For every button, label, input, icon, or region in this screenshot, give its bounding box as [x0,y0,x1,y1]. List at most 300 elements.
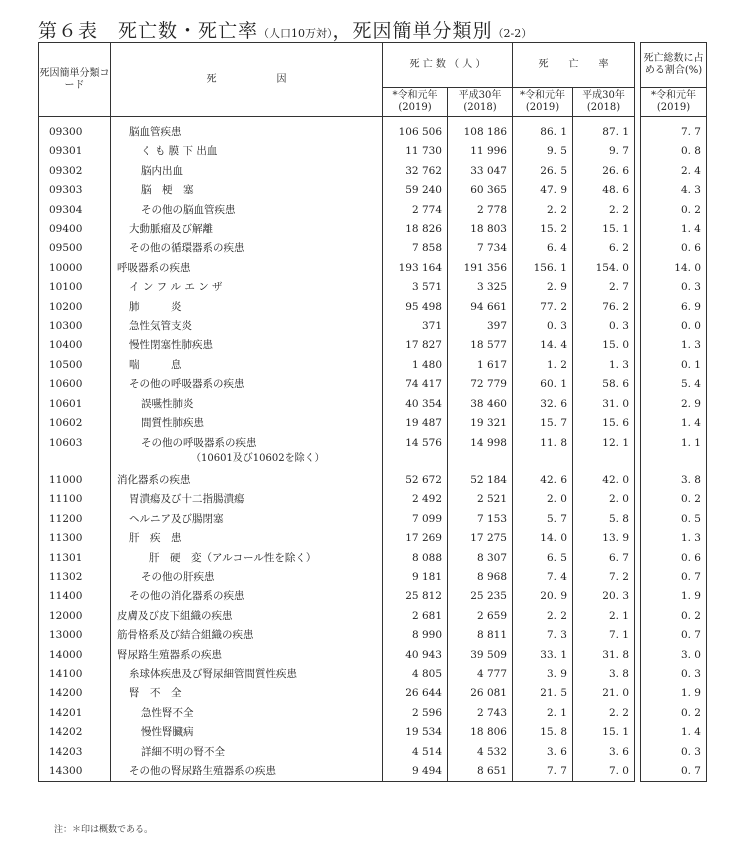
deaths-2018: 52 184 [448,471,513,490]
deaths-2019: 7 099 [383,510,448,529]
deaths-2018: 8 307 [448,549,513,568]
deaths-2019: 9 181 [383,568,448,587]
rate-2018: 42. 0 [573,471,635,490]
cause-code: 10500 [39,356,111,375]
deaths-2018: 3 325 [448,278,513,297]
table-row [39,239,707,258]
cause-code: 14200 [39,684,111,703]
deaths-2019: 52 672 [383,471,448,490]
table-row [39,626,707,645]
deaths-2019: 26 644 [383,684,448,703]
rate-2019: 32. 6 [513,395,573,414]
rate-2018: 2. 1 [573,607,635,626]
header-deaths-2018: 平成30年 (2018) [448,88,513,117]
table-row [39,665,707,684]
rate-2018: 0. 3 [573,317,635,336]
table-row [39,259,707,278]
cause-code: 10300 [39,317,111,336]
deaths-2019: 74 417 [383,375,448,394]
cause-code: 14300 [39,762,111,782]
share-2019: 1. 4 [641,220,707,239]
deaths-2018: 18 803 [448,220,513,239]
rate-2019: 9. 5 [513,142,573,161]
rate-2018: 2. 2 [573,704,635,723]
rate-2018: 31. 8 [573,646,635,665]
table-row [39,375,707,394]
rate-2019: 0. 3 [513,317,573,336]
header-deaths-2019: *令和元年 (2019) [383,88,448,117]
cause-name-text: 大動脈瘤及び解離 [129,223,213,236]
rate-2018: 5. 8 [573,510,635,529]
deaths-2018: 38 460 [448,395,513,414]
table-row [39,607,707,626]
share-2019: 0. 1 [641,356,707,375]
deaths-2018: 26 081 [448,684,513,703]
title-part: （2-2） [492,27,533,40]
share-2019: 3. 0 [641,646,707,665]
share-2019: 0. 3 [641,278,707,297]
rate-2018: 154. 0 [573,259,635,278]
rate-2019: 2. 2 [513,201,573,220]
header-share-2019: *令和元年 (2019) [641,88,707,117]
cause-name-text: 胃潰瘍及び十二指腸潰瘍 [129,493,245,506]
share-2019: 1. 3 [641,529,707,548]
cause-name [111,743,383,762]
rate-2018: 6. 7 [573,549,635,568]
deaths-2018: 18 577 [448,336,513,355]
cause-name [111,317,383,336]
cause-name-text: 脳 梗 塞 [141,184,194,197]
deaths-2019: 4 805 [383,665,448,684]
rate-2018: 12. 1 [573,434,635,465]
cause-name [111,626,383,645]
cause-name-text: 脳内出血 [141,164,183,177]
cause-name-text: ヘルニア及び腸閉塞 [129,512,224,525]
deaths-2019: 17 269 [383,529,448,548]
cause-code: 10600 [39,375,111,394]
cause-name [111,684,383,703]
table-row [39,434,707,465]
deaths-2018: 60 365 [448,181,513,200]
cause-code: 09302 [39,162,111,181]
rate-2018: 1. 3 [573,356,635,375]
rate-2018: 26. 6 [573,162,635,181]
table-row [39,510,707,529]
cause-name-text: その他の脳血管疾患 [141,203,236,216]
cause-code: 11300 [39,529,111,548]
title-unit: （人口10万対） [258,27,333,40]
cause-code: 09400 [39,220,111,239]
cause-code: 11400 [39,587,111,606]
rate-2018: 58. 6 [573,375,635,394]
rate-2019: 3. 9 [513,665,573,684]
deaths-2019: 95 498 [383,298,448,317]
deaths-2019: 40 943 [383,646,448,665]
table-title [38,16,532,43]
rate-2018: 9. 7 [573,142,635,161]
cause-name [111,471,383,490]
rate-2019: 14. 0 [513,529,573,548]
share-2019: 0. 7 [641,762,707,782]
cause-name-text: 慢性閉塞性肺疾患 [129,339,213,352]
deaths-2018: 14 998 [448,434,513,465]
cause-name-text: イ ン フ ル エ ン ザ [129,281,223,294]
cause-name [111,490,383,509]
share-2019: 1. 1 [641,434,707,465]
deaths-2018: 8 811 [448,626,513,645]
rate-2019: 3. 6 [513,743,573,762]
cause-code: 10603 [39,434,111,465]
cause-code: 10200 [39,298,111,317]
deaths-2019: 14 576 [383,434,448,465]
rate-2019: 7. 3 [513,626,573,645]
cause-name [111,510,383,529]
share-2019: 1. 9 [641,587,707,606]
rate-2019: 14. 4 [513,336,573,355]
deaths-2019: 59 240 [383,181,448,200]
rate-2018: 3. 6 [573,743,635,762]
table-row [39,549,707,568]
rate-2019: 47. 9 [513,181,573,200]
deaths-2019: 106 506 [383,123,448,142]
rate-2019: 2. 1 [513,704,573,723]
deaths-2018: 8 651 [448,762,513,782]
cause-code: 14202 [39,723,111,742]
cause-name-text: 腎尿路生殖器系の疾患 [117,648,222,661]
cause-name-text: 肺 炎 [129,300,182,313]
cause-name [111,414,383,433]
cause-name-text: 慢性腎臓病 [141,726,194,739]
cause-name [111,395,383,414]
deaths-2018: 2 521 [448,490,513,509]
cause-name [111,162,383,181]
rate-2019: 2. 2 [513,607,573,626]
deaths-2019: 4 514 [383,743,448,762]
table-row [39,278,707,297]
deaths-2018: 2 778 [448,201,513,220]
cause-code: 10602 [39,414,111,433]
cause-name-text: 間質性肺疾患 [141,417,204,430]
cause-name [111,201,383,220]
deaths-2019: 2 681 [383,607,448,626]
table-row [39,220,707,239]
rate-2018: 15. 0 [573,336,635,355]
rate-2018: 2. 7 [573,278,635,297]
table-row [39,646,707,665]
cause-name [111,568,383,587]
rate-2019: 42. 6 [513,471,573,490]
cause-name-text: その他の呼吸器系の疾患 [141,436,257,449]
rate-2018: 48. 6 [573,181,635,200]
cause-code: 11302 [39,568,111,587]
rate-2018: 13. 9 [573,529,635,548]
deaths-2018: 108 186 [448,123,513,142]
rate-2019: 86. 1 [513,123,573,142]
rate-2019: 15. 8 [513,723,573,742]
share-2019: 0. 7 [641,568,707,587]
cause-name [111,607,383,626]
deaths-2019: 19 534 [383,723,448,742]
table-row [39,704,707,723]
share-2019: 3. 8 [641,471,707,490]
cause-name [111,549,383,568]
table-row [39,336,707,355]
header-rate: 死 亡 率 [513,43,635,88]
deaths-2019: 9 494 [383,762,448,782]
deaths-2018: 7 153 [448,510,513,529]
deaths-2019: 40 354 [383,395,448,414]
table-body [39,117,707,782]
table-row [39,684,707,703]
cause-name [111,259,383,278]
rate-2019: 7. 4 [513,568,573,587]
table-row [39,587,707,606]
share-2019: 0. 2 [641,607,707,626]
rate-2019: 7. 7 [513,762,573,782]
cause-name-text: その他の呼吸器系の疾患 [129,378,245,391]
rate-2018: 87. 1 [573,123,635,142]
rate-2018: 76. 2 [573,298,635,317]
deaths-2018: 1 617 [448,356,513,375]
deaths-2019: 7 858 [383,239,448,258]
cause-code: 11000 [39,471,111,490]
share-2019: 14. 0 [641,259,707,278]
rate-2018: 21. 0 [573,684,635,703]
rate-2019: 20. 9 [513,587,573,606]
rate-2019: 2. 0 [513,490,573,509]
cause-name-text: 皮膚及び皮下組織の疾患 [117,609,233,622]
table-row [39,529,707,548]
footnote: 注：＊印は概数である。 [54,825,154,835]
deaths-2018: 191 356 [448,259,513,278]
share-2019: 0. 0 [641,317,707,336]
share-2019: 0. 8 [641,142,707,161]
share-2019: 1. 3 [641,336,707,355]
table-row [39,723,707,742]
cause-name [111,434,383,465]
cause-name [111,142,383,161]
cause-name-text: その他の循環器系の疾患 [129,242,245,255]
cause-name [111,704,383,723]
mortality-table [38,42,707,782]
deaths-2018: 11 996 [448,142,513,161]
deaths-2018: 4 532 [448,743,513,762]
deaths-2019: 193 164 [383,259,448,278]
share-2019: 0. 3 [641,743,707,762]
rate-2018: 7. 1 [573,626,635,645]
rate-2018: 15. 1 [573,723,635,742]
share-2019: 2. 9 [641,395,707,414]
rate-2018: 15. 1 [573,220,635,239]
deaths-2018: 94 661 [448,298,513,317]
cause-code: 12000 [39,607,111,626]
cause-name [111,123,383,142]
rate-2018: 2. 0 [573,490,635,509]
deaths-2018: 39 509 [448,646,513,665]
deaths-2019: 8 088 [383,549,448,568]
share-2019: 0. 5 [641,510,707,529]
cause-name-text: 脳血管疾患 [129,126,182,138]
header-code: 死因簡単分類コード [39,43,111,117]
share-2019: 1. 9 [641,684,707,703]
cause-code: 09500 [39,239,111,258]
deaths-2019: 2 596 [383,704,448,723]
table-row [39,395,707,414]
rate-2019: 6. 5 [513,549,573,568]
share-2019: 6. 9 [641,298,707,317]
deaths-2018: 2 659 [448,607,513,626]
cause-code: 11301 [39,549,111,568]
cause-name [111,587,383,606]
rate-2018: 20. 3 [573,587,635,606]
table-row [39,123,707,142]
share-2019: 0. 6 [641,549,707,568]
share-2019: 7. 7 [641,123,707,142]
cause-code: 11200 [39,510,111,529]
cause-name-text: 詳細不明の腎不全 [141,745,225,758]
share-2019: 0. 2 [641,490,707,509]
cause-code: 10601 [39,395,111,414]
header-rate-2018: 平成30年 (2018) [573,88,635,117]
rate-2019: 15. 2 [513,220,573,239]
cause-name-text: 誤嚥性肺炎 [141,397,194,410]
deaths-2019: 2 774 [383,201,448,220]
rate-2018: 7. 2 [573,568,635,587]
cause-name [111,220,383,239]
rate-2018: 2. 2 [573,201,635,220]
deaths-2018: 4 777 [448,665,513,684]
cause-name-text: 消化器系の疾患 [117,473,191,486]
rate-2019: 21. 5 [513,684,573,703]
rate-2019: 1. 2 [513,356,573,375]
table-row [39,317,707,336]
share-2019: 5. 4 [641,375,707,394]
deaths-2019: 18 826 [383,220,448,239]
cause-code: 14201 [39,704,111,723]
cause-name-text: 肝 硬 変（アルコール性を除く） [149,551,317,564]
cause-name [111,356,383,375]
cause-name-text: 筋骨格系及び結合組織の疾患 [117,629,254,642]
cause-name-text: 肝 疾 患 [129,532,182,545]
deaths-2019: 8 990 [383,626,448,645]
cause-code: 09301 [39,142,111,161]
header-cause: 死 因 [111,43,383,117]
cause-name-text: 腎 不 全 [129,687,182,700]
rate-2019: 26. 5 [513,162,573,181]
table-row [39,490,707,509]
rate-2018: 15. 6 [573,414,635,433]
deaths-2019: 1 480 [383,356,448,375]
table-row [39,471,707,490]
share-2019: 0. 7 [641,626,707,645]
deaths-2018: 8 968 [448,568,513,587]
cause-name [111,375,383,394]
rate-2019: 11. 8 [513,434,573,465]
title-mid: ，死因簡単分類別 [332,20,493,42]
cause-name [111,665,383,684]
deaths-2018: 7 734 [448,239,513,258]
share-2019: 0. 6 [641,239,707,258]
deaths-2018: 18 806 [448,723,513,742]
table-row [39,568,707,587]
cause-name-text: その他の肝疾患 [141,570,215,583]
rate-2019: 5. 7 [513,510,573,529]
cause-name [111,529,383,548]
cause-name-text: 糸球体疾患及び腎尿細管間質性疾患 [129,667,297,680]
rate-2019: 33. 1 [513,646,573,665]
cause-name [111,298,383,317]
rate-2018: 3. 8 [573,665,635,684]
cause-name-text: 呼吸器系の疾患 [117,261,191,274]
deaths-2019: 17 827 [383,336,448,355]
share-2019: 0. 2 [641,704,707,723]
header-rate-2019: *令和元年 (2019) [513,88,573,117]
cause-name-text: 喘 息 [129,358,182,371]
deaths-2019: 371 [383,317,448,336]
share-2019: 0. 2 [641,201,707,220]
table-row [39,201,707,220]
cause-name [111,278,383,297]
table-row [39,162,707,181]
cause-code: 09303 [39,181,111,200]
table-row [39,762,707,782]
deaths-2019: 32 762 [383,162,448,181]
rate-2019: 60. 1 [513,375,573,394]
rate-2018: 31. 0 [573,395,635,414]
deaths-2019: 2 492 [383,490,448,509]
cause-code: 14203 [39,743,111,762]
cause-name [111,762,383,782]
cause-code: 10400 [39,336,111,355]
deaths-2018: 17 275 [448,529,513,548]
rate-2019: 77. 2 [513,298,573,317]
cause-name-text: 急性気管支炎 [129,320,192,333]
title-main: 第６表 死亡数・死亡率 [38,20,259,42]
cause-code: 10000 [39,259,111,278]
table-row [39,414,707,433]
table-row [39,743,707,762]
cause-name [111,646,383,665]
cause-name [111,723,383,742]
cause-name-text: く も 膜 下 出血 [141,145,218,158]
cause-name [111,336,383,355]
cause-code: 10100 [39,278,111,297]
deaths-2018: 19 321 [448,414,513,433]
table-row [39,181,707,200]
rate-2019: 15. 7 [513,414,573,433]
deaths-2018: 25 235 [448,587,513,606]
rate-2018: 6. 2 [573,239,635,258]
cause-name [111,239,383,258]
deaths-2019: 25 812 [383,587,448,606]
share-2019: 0. 3 [641,665,707,684]
cause-name [111,181,383,200]
deaths-2019: 11 730 [383,142,448,161]
cause-code: 09300 [39,123,111,142]
cause-code: 09304 [39,201,111,220]
cause-code: 11100 [39,490,111,509]
cause-name-text: その他の腎尿路生殖器系の疾患 [129,765,276,777]
rate-2019: 6. 4 [513,239,573,258]
deaths-2018: 72 779 [448,375,513,394]
deaths-2019: 19 487 [383,414,448,433]
table-row [39,356,707,375]
deaths-2018: 2 743 [448,704,513,723]
rate-2019: 156. 1 [513,259,573,278]
table-row [39,298,707,317]
rate-2018: 7. 0 [573,762,635,782]
deaths-2018: 397 [448,317,513,336]
